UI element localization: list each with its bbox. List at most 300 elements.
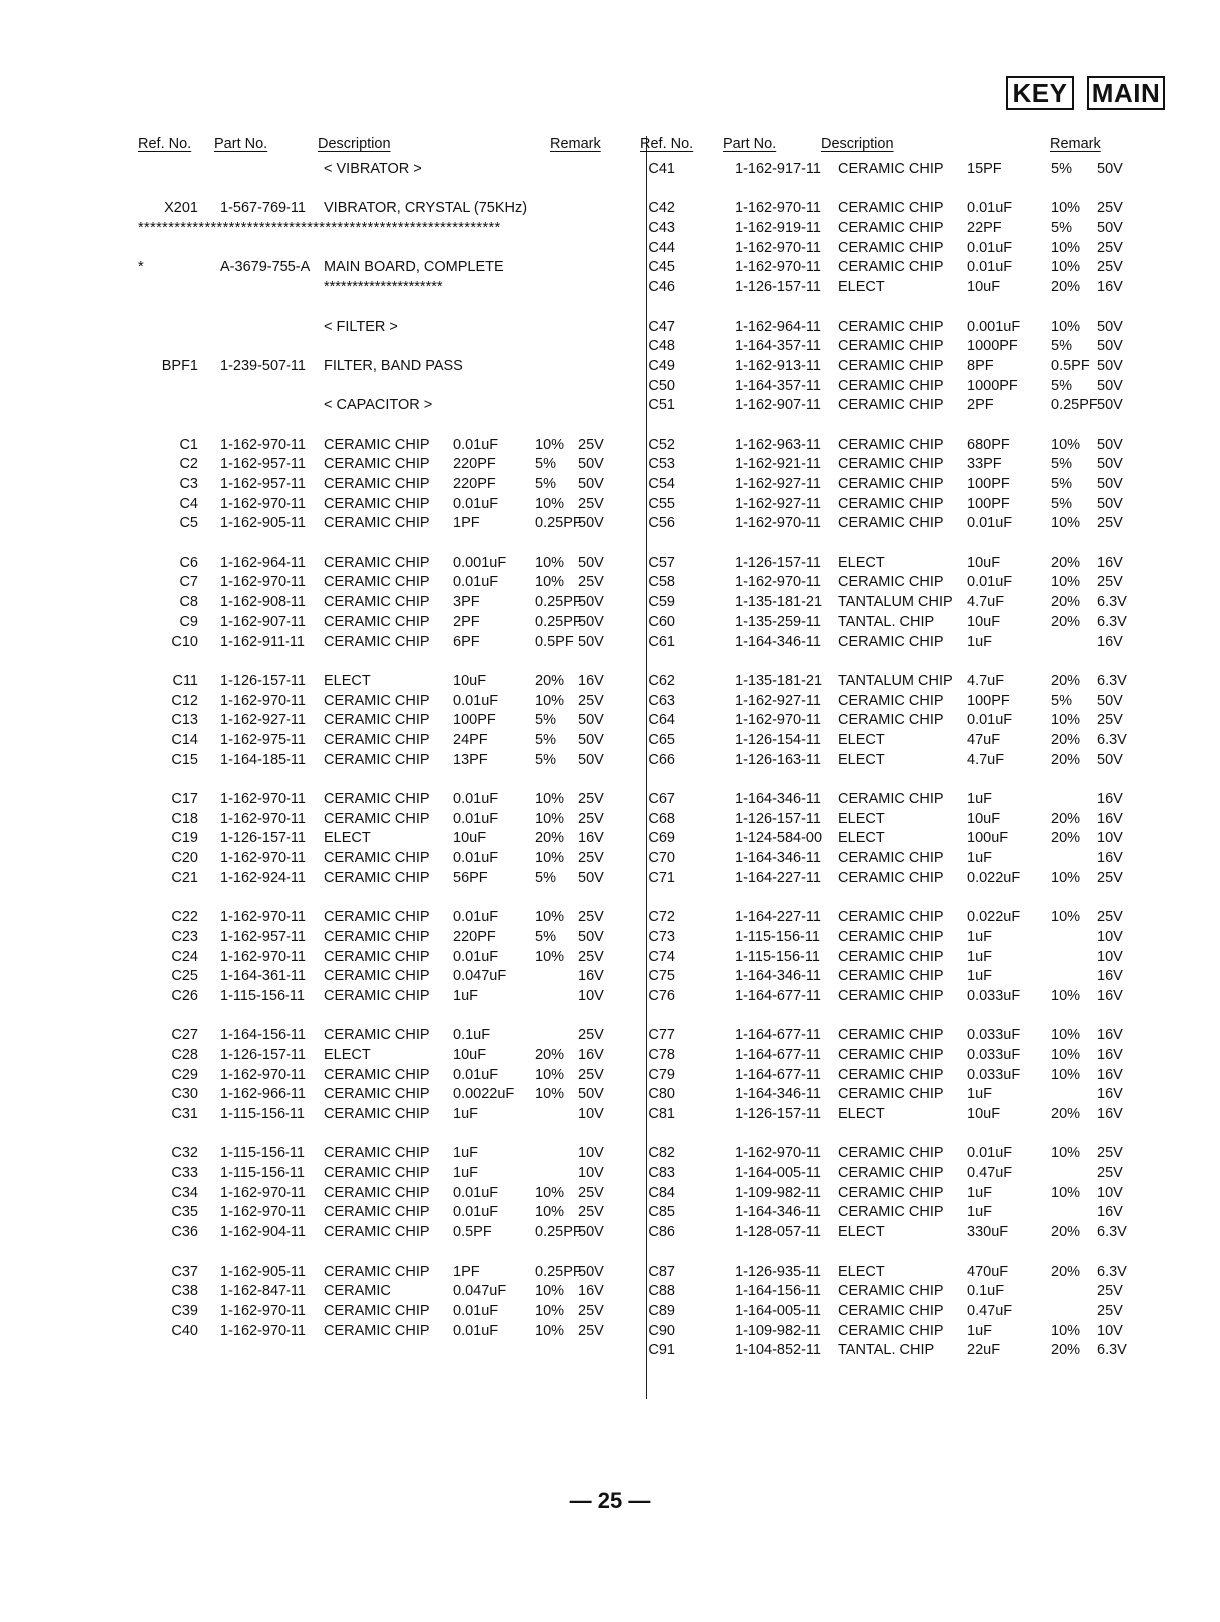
desc-cell: CERAMIC CHIP [838,1066,944,1083]
table-row [648,968,1145,988]
value-cell: 22uF [967,1342,1001,1359]
desc-cell: CERAMIC CHIP [324,633,430,650]
part-cell: 1-164-346-11 [735,791,821,807]
tolerance-cell: 10% [1051,1145,1081,1162]
part-cell: 1-162-970-11 [735,515,821,532]
table-row [648,928,1145,949]
desc-cell: TANTAL. CHIP [838,1342,935,1359]
value-cell: 1uF [967,948,992,965]
part-cell: 1-164-677-11 [735,1066,821,1083]
part-cell: 1-126-935-11 [735,1263,821,1280]
desc-cell: ELECT [324,672,371,689]
table-row [648,869,1145,890]
table-row [138,909,620,929]
table-row [648,574,1145,594]
table-row [648,948,1145,969]
part-cell: 1-164-677-11 [735,987,821,1004]
voltage-cell: 25V [1097,259,1123,276]
part-cell: 1-164-185-11 [220,751,306,768]
value-cell: 0.01uF [453,948,499,965]
desc-cell: CERAMIC CHIP [838,161,944,177]
tolerance-cell: 0.25PF [535,515,582,532]
voltage-cell: 16V [1097,987,1123,1004]
desc-cell: CERAMIC CHIP [324,791,430,807]
table-row [138,870,620,890]
ref-cell: C60 [648,613,675,630]
desc-cell: CERAMIC CHIP [838,909,944,926]
ref-cell: C76 [648,987,675,1004]
value-cell: 100PF [453,712,496,729]
table-row [138,1047,620,1067]
ref-cell: C5 [179,515,198,532]
desc-cell: CERAMIC CHIP [838,850,944,867]
ref-cell: C39 [171,1302,198,1319]
voltage-cell: 10V [578,1145,604,1162]
voltage-cell: 50V [578,594,604,611]
ref-cell: X201 [164,200,198,217]
table-row [138,791,620,811]
tolerance-cell: 10% [535,692,565,709]
table-row [648,613,1145,634]
header-description: Description [318,136,391,152]
table-row [138,1185,620,1205]
voltage-cell: 25V [578,1204,604,1221]
part-cell: 1-162-919-11 [735,220,821,237]
desc-cell: CERAMIC CHIP [324,869,430,886]
ref-cell: C65 [648,731,675,748]
part-cell: 1-162-970-11 [220,850,306,867]
desc-cell: MAIN BOARD, COMPLETE [324,259,504,276]
tolerance-cell: 20% [1051,1106,1081,1122]
tolerance-cell: 5% [1051,456,1072,473]
tolerance-cell: 10% [1051,869,1081,886]
desc-cell: ELECT [838,279,885,296]
value-cell: 1uF [967,928,992,945]
part-cell: 1-162-970-11 [220,495,306,512]
tolerance-cell: 20% [1051,830,1081,847]
tolerance-cell: 5% [1051,220,1072,237]
voltage-cell: 50V [1097,397,1123,414]
desc-cell: CERAMIC CHIP [838,1302,944,1319]
ref-cell: C32 [171,1145,198,1162]
voltage-cell: 25V [578,850,604,867]
part-cell: 1-162-970-11 [735,712,821,729]
tolerance-cell: 20% [1051,554,1081,571]
ref-cell: C51 [648,397,675,414]
value-cell: 10uF [453,1046,487,1063]
stars-line: ************************************************************ [138,220,501,237]
tolerance-cell: 10% [1051,1322,1081,1339]
desc-cell: CERAMIC CHIP [838,1165,944,1182]
table-row [138,1283,620,1303]
ref-cell: C29 [171,1066,198,1083]
tolerance-cell: 0.25PF [535,1263,582,1280]
ref-cell: C7 [179,574,198,591]
value-cell: 10uF [967,279,1001,296]
value-cell: 0.01uF [453,574,499,591]
tolerance-cell: 5% [1051,692,1072,709]
voltage-cell: 6.3V [1097,1224,1127,1241]
desc-cell: ELECT [838,830,885,847]
ref-cell: C14 [171,731,198,748]
part-cell: 1-104-852-11 [735,1342,821,1359]
desc-cell: CERAMIC CHIP [838,338,944,355]
value-cell: 1uF [967,633,992,650]
ref-cell: C15 [171,751,198,768]
value-cell: 8PF [967,357,994,374]
value-cell: 220PF [453,456,496,473]
table-row [138,752,620,772]
desc-cell: TANTAL. CHIP [838,613,935,630]
value-cell: 100PF [967,476,1010,492]
voltage-cell: 6.3V [1097,1263,1127,1280]
table-row [138,1086,620,1106]
part-cell: 1-164-677-11 [735,1027,821,1044]
desc-cell: CERAMIC CHIP [324,810,430,827]
voltage-cell: 50V [578,554,604,571]
header-description: Description [821,136,894,152]
part-cell: 1-162-970-11 [220,948,306,965]
part-cell: 1-162-970-11 [220,574,306,591]
ref-cell: C74 [648,948,675,965]
ref-cell: C87 [648,1263,675,1280]
value-cell: 0.01uF [453,810,499,827]
ref-cell: C82 [648,1145,675,1162]
voltage-cell: 25V [578,1027,604,1044]
table-row [648,259,1145,279]
desc-cell: CERAMIC CHIP [324,948,430,965]
tolerance-cell: 20% [1051,810,1081,827]
voltage-cell: 25V [578,495,604,512]
value-cell: 680PF [967,436,1010,453]
table-row [138,693,620,713]
part-cell: 1-162-970-11 [735,1145,821,1162]
desc-cell: ELECT [324,830,371,847]
ref-cell: C6 [179,554,198,571]
voltage-cell: 10V [1097,948,1123,965]
header-part: Part No. [723,136,777,152]
table-row [648,594,1145,614]
tolerance-cell: 5% [1051,377,1072,394]
voltage-cell: 6.3V [1097,1342,1127,1359]
part-cell: 1-162-908-11 [220,594,306,611]
ref-cell: C1 [179,436,198,453]
table-row [138,476,620,496]
part-cell: 1-162-963-11 [735,436,821,453]
ref-cell: C61 [648,633,675,650]
value-cell: 330uF [967,1224,1009,1241]
table-row [138,200,620,220]
tolerance-cell: 10% [535,554,565,571]
value-cell: 0.1uF [967,1283,1005,1300]
table-row [648,436,1145,457]
ref-cell: C33 [171,1165,198,1182]
desc-cell: CERAMIC CHIP [324,928,430,945]
ref-cell: C37 [171,1263,198,1280]
desc-cell: CERAMIC CHIP [324,515,430,532]
desc-cell: CERAMIC CHIP [838,692,944,709]
voltage-cell: 25V [1097,712,1123,729]
ref-cell: C27 [171,1027,198,1044]
desc-cell: CERAMIC CHIP [838,968,944,985]
part-cell: 1-162-847-11 [220,1283,306,1300]
voltage-cell: 25V [1097,909,1123,926]
tolerance-cell: 10% [535,810,565,827]
part-cell: 1-164-346-11 [735,850,821,867]
voltage-cell: 6.3V [1097,731,1127,748]
tolerance-cell: 10% [1051,200,1081,217]
table-row [648,1283,1145,1303]
tolerance-cell: 10% [535,436,565,453]
desc-cell: ELECT [838,731,885,748]
ref-cell: C31 [171,1106,198,1122]
ref-cell: C42 [648,200,675,217]
ref-cell: C88 [648,1283,675,1300]
value-cell: 0.01uF [967,259,1013,276]
table-row [648,338,1145,358]
table-row [648,1224,1145,1244]
ref-cell: C18 [171,810,198,827]
part-cell: 1-162-975-11 [220,731,306,748]
table-row [648,279,1145,299]
ref-cell: C8 [179,594,198,611]
part-cell: 1-164-361-11 [220,968,306,985]
ref-cell: C63 [648,692,675,709]
ref-cell: C44 [648,239,675,256]
voltage-cell: 25V [578,791,604,807]
value-cell: 0.022uF [967,869,1021,886]
desc-cell: CERAMIC CHIP [324,594,430,611]
ref-cell: C53 [648,456,675,473]
ref-cell: C86 [648,1224,675,1241]
part-cell: 1-164-227-11 [735,909,821,926]
voltage-cell: 6.3V [1097,594,1127,611]
ref-cell: C58 [648,574,675,591]
part-cell: 1-162-927-11 [735,495,821,512]
table-row [648,751,1145,772]
part-cell: 1-164-156-11 [220,1027,306,1044]
desc-cell: CERAMIC CHIP [324,1086,430,1103]
right-capacitor-list [648,161,1145,1362]
voltage-cell: 25V [1097,574,1123,591]
ref-cell: C54 [648,476,675,492]
tolerance-cell: 10% [1051,1066,1081,1083]
value-cell: 1uF [967,791,992,807]
value-cell: 0.01uF [967,200,1013,217]
section-capacitor [138,397,620,417]
desc-cell: CERAMIC CHIP [324,456,430,473]
desc-cell: CERAMIC CHIP [838,515,944,532]
tolerance-cell: 0.25PF [535,1224,582,1241]
table-row [648,1046,1145,1067]
ref-cell: BPF1 [161,357,198,374]
ref-cell: C38 [171,1283,198,1300]
tolerance-cell: 10% [1051,1027,1081,1044]
ref-cell: C45 [648,259,675,276]
value-cell: 6PF [453,633,480,650]
voltage-cell: 50V [578,1224,604,1241]
tolerance-cell: 10% [535,850,565,867]
voltage-cell: 50V [1097,751,1123,768]
desc-cell: CERAMIC CHIP [838,397,944,414]
value-cell: 4.7uF [967,672,1005,689]
value-cell: 0.01uF [453,1184,499,1201]
tolerance-cell: 10% [1051,436,1081,453]
table-row [648,672,1145,693]
voltage-cell: 25V [578,574,604,591]
part-cell: 1-162-905-11 [220,1263,306,1280]
part-cell: 1-115-156-11 [735,928,820,945]
value-cell: 3PF [453,594,480,611]
header-remark: Remark [1050,136,1101,152]
part-cell: 1-162-964-11 [735,318,821,335]
part-cell: 1-126-157-11 [735,279,821,296]
ref-cell: C70 [648,850,675,867]
tolerance-cell: 10% [535,948,565,965]
table-row [648,495,1145,516]
ref-cell: C69 [648,830,675,847]
voltage-cell: 10V [578,987,604,1004]
tolerance-cell: 10% [1051,1046,1081,1063]
voltage-cell: 10V [1097,1184,1123,1201]
voltage-cell: 16V [1097,850,1123,867]
desc-cell: ELECT [838,810,885,827]
desc-cell: CERAMIC CHIP [838,1145,944,1162]
table-row [648,1342,1145,1362]
table-row [138,1165,620,1185]
value-cell: 1uF [967,1322,992,1339]
desc-cell: CERAMIC CHIP [838,633,944,650]
table-row [648,1302,1145,1323]
desc-cell: CERAMIC CHIP [838,456,944,473]
ref-cell: C68 [648,810,675,827]
ref-cell: C30 [171,1086,198,1103]
desc-cell: CERAMIC CHIP [838,1184,944,1201]
value-cell: 1uF [453,1106,478,1122]
table-row [648,161,1145,181]
desc-cell: CERAMIC CHIP [838,436,944,453]
table-row [648,1027,1145,1047]
desc-cell: TANTALUM CHIP [838,672,953,689]
desc-cell: CERAMIC CHIP [324,574,430,591]
tolerance-cell: 5% [535,476,556,492]
value-cell: 1000PF [967,338,1018,355]
tolerance-cell: 10% [535,1086,565,1103]
desc-cell: CERAMIC CHIP [324,1066,430,1083]
table-row [138,594,620,614]
voltage-cell: 16V [578,830,604,847]
ref-cell: C71 [648,869,675,886]
table-row [138,949,620,969]
value-cell: 1PF [453,1263,480,1280]
voltage-cell: 50V [578,751,604,768]
value-cell: 10uF [967,613,1001,630]
desc-cell: CERAMIC CHIP [324,436,430,453]
value-cell: 1uF [967,1184,992,1201]
value-cell: 0.001uF [967,318,1021,335]
ref-cell: C11 [172,672,198,689]
value-cell: 0.47uF [967,1302,1013,1319]
table-row [138,634,620,654]
ref-cell: C22 [171,909,198,926]
tolerance-cell: 5% [1051,338,1072,355]
part-cell: 1-126-157-11 [735,554,821,571]
value-cell: 0.01uF [967,239,1013,256]
voltage-cell: 25V [1097,1145,1123,1162]
desc-cell: CERAMIC CHIP [838,476,944,492]
left-header [138,136,620,156]
value-cell: 0.033uF [967,1066,1021,1083]
voltage-cell: 16V [1097,1204,1123,1221]
tolerance-cell: 5% [535,712,556,729]
tolerance-cell: 10% [1051,712,1081,729]
desc-cell: CERAMIC CHIP [838,1046,944,1063]
desc-cell: CERAMIC CHIP [324,1106,430,1122]
tolerance-cell: 20% [1051,613,1081,630]
table-row [138,456,620,476]
value-cell: 0.001uF [453,554,507,571]
desc-cell: CERAMIC CHIP [324,968,430,985]
voltage-cell: 16V [1097,633,1123,650]
part-cell: 1-162-905-11 [220,515,306,532]
voltage-cell: 16V [1097,279,1123,296]
part-cell: 1-162-970-11 [220,1204,306,1221]
tolerance-cell: 10% [535,495,565,512]
part-cell: 1-164-357-11 [735,338,821,355]
tolerance-cell: 5% [535,456,556,473]
table-row [138,988,620,1008]
part-cell: 1-115-156-11 [220,1145,305,1162]
section-vibrator [138,161,620,181]
page-number: — 25 — [569,1488,651,1513]
ref-cell: C66 [648,751,675,768]
desc-cell: ELECT [838,1263,885,1280]
voltage-cell: 25V [578,1322,604,1339]
part-cell: 1-164-346-11 [735,1204,821,1221]
desc-cell: CERAMIC CHIP [838,987,944,1004]
desc-cell: CERAMIC [324,1283,391,1300]
desc-cell: CERAMIC CHIP [324,1263,430,1280]
part-cell: 1-164-357-11 [735,377,821,394]
ref-cell: C78 [648,1046,675,1063]
table-row [648,633,1145,654]
desc-cell: CERAMIC CHIP [324,1165,430,1182]
part-cell: 1-239-507-11 [220,357,306,374]
tolerance-cell: 0.5PF [1051,357,1090,374]
part-cell: 1-162-970-11 [220,1184,306,1201]
voltage-cell: 50V [578,613,604,630]
ref-cell: C80 [648,1086,675,1103]
desc-cell: TANTALUM CHIP [838,594,953,611]
table-row [648,731,1145,752]
part-cell: 1-162-970-11 [735,259,821,276]
voltage-cell: 50V [1097,476,1123,492]
ref-cell: C43 [648,220,675,237]
part-cell: 1-162-970-11 [220,909,306,926]
part-cell: 1-162-907-11 [735,397,821,414]
value-cell: 24PF [453,731,488,748]
ref-cell: C91 [648,1342,675,1359]
tolerance-cell: 10% [535,1204,565,1221]
tolerance-cell: 10% [1051,987,1081,1004]
value-cell: 1000PF [967,377,1018,394]
part-cell: 1-126-157-11 [735,1106,821,1122]
ref-cell: C49 [648,357,675,374]
voltage-cell: 10V [1097,1322,1123,1339]
voltage-cell: 10V [1097,830,1123,847]
part-cell: 1-162-970-11 [735,574,821,591]
part-cell: 1-109-982-11 [735,1184,821,1201]
